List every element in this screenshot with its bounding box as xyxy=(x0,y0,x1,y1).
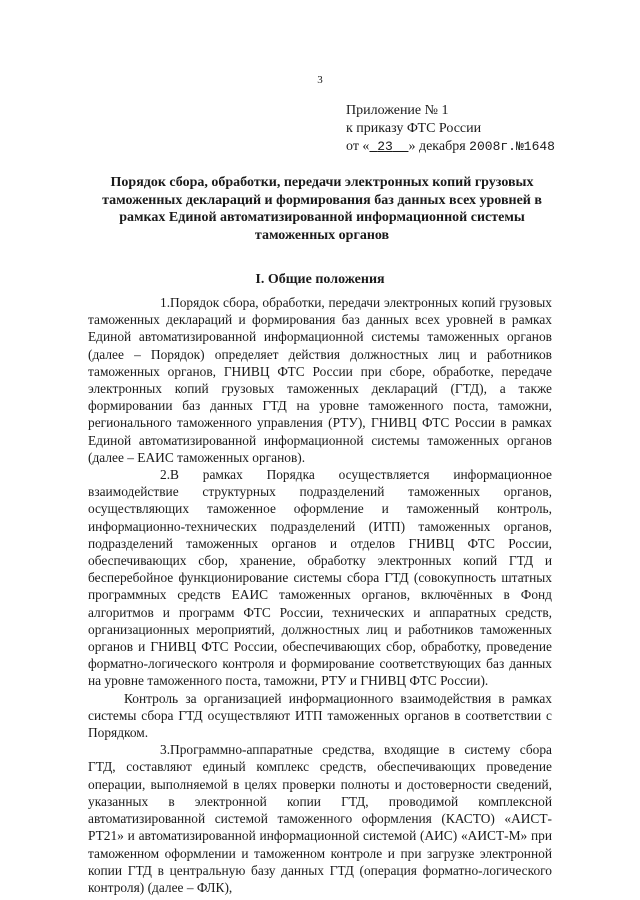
date-month: » декабря xyxy=(408,139,466,154)
date-prefix: от « xyxy=(346,139,370,154)
paragraph-number: 1. xyxy=(160,295,171,310)
page-number: 3 xyxy=(317,74,323,86)
paragraph-number: 3. xyxy=(160,742,171,758)
appendix-block xyxy=(346,102,555,156)
paragraph-number: 2. xyxy=(160,467,171,483)
paragraph xyxy=(88,294,552,466)
appendix-order-ref: к приказу ФТС России xyxy=(346,121,482,136)
paragraph-text: Программно-аппаратные средства, входящие в систему сбора ГТД, составляют единый комплекс средств, обеспечивающих проведение операции, выполняемой в целях проверки полноты и достоверности сведений, указанных в электронной копии ГТД, проводимой комплексной автоматизированной системой таможенного оформления (КАСТО) «АИСТ-РТ21» и автоматизированной информационной системой (АИС) «АИСТ-М» при таможенном оформлении и таможенном контроле и при загрузке электронной копии ГТД в центральную базу данных ГТД (операция форматно-логического контроля) (далее – ФЛК), xyxy=(88,742,552,895)
paragraph xyxy=(88,690,552,742)
paragraph xyxy=(88,741,552,896)
section-body xyxy=(88,294,552,896)
paragraph-text: В рамках Порядка осуществляется информационное взаимодействие структурных подразделений таможенных органов, осуществляющих таможенное оформление и таможенный контроль, информационно-технических подразделений (ИТП) таможенных органов, подразделений таможенных органов и отделов ГНИВЦ ФТС России, обеспечивающих сбор, хранение, обработку электронных копий ГТД и бесперебойное функционирование системы сбора ГТД (совокупность штатных программных средств ЕАИС таможенных органов, включённых в Фонд алгоритмов и программ ФТС России, технических и аппаратных средств, организационных мероприятий, должностных лиц и работников таможенных органов и ГНИВЦ ФТС России, обеспечивающих сбор, обработку, проведение форматно-логического контроля и формирование соответствующих баз данных на уровне таможенного поста, таможни, РТУ и ГНИВЦ ФТС России). xyxy=(88,467,552,689)
date-year-number: 2008г.№1648 xyxy=(469,139,555,154)
paragraph-text: Контроль за организацией информационного взаимодействия в рамках системы сбора ГТД осуществляют ИТП таможенных органов в соответствии с Порядком. xyxy=(88,690,552,741)
appendix-title: Приложение № 1 xyxy=(346,103,449,118)
paragraph-text: Порядок сбора, обработки, передачи электронных копий грузовых таможенных деклараций и формирования баз данных всех уровней в рамках Единой автоматизированной информационной системы таможенных органов (далее – Порядок) определяет действия должностных лиц и работников таможенных органов, ГНИВЦ ФТС России при сборе, обработке, передаче электронных копий грузовых таможенных деклараций (ГТД), а также формировании баз данных ГТД на уровне таможенного поста, таможни, регионального таможенного управления (РТУ), ГНИВЦ ФТС России в рамках Единой автоматизированной информационной системы таможенных органов (далее – ЕАИС таможенных органов). xyxy=(88,295,552,465)
document-title: Порядок сбора, обработки, передачи электронных копий грузовых таможенных деклараций и формирования баз данных всех уровней в рамках Единой автоматизированной информационной системы таможенных органов xyxy=(102,175,542,243)
section-heading: I. Общие положения xyxy=(255,272,385,287)
date-day: 23 xyxy=(377,139,393,154)
appendix-date-line xyxy=(346,138,555,156)
paragraph xyxy=(88,466,552,690)
